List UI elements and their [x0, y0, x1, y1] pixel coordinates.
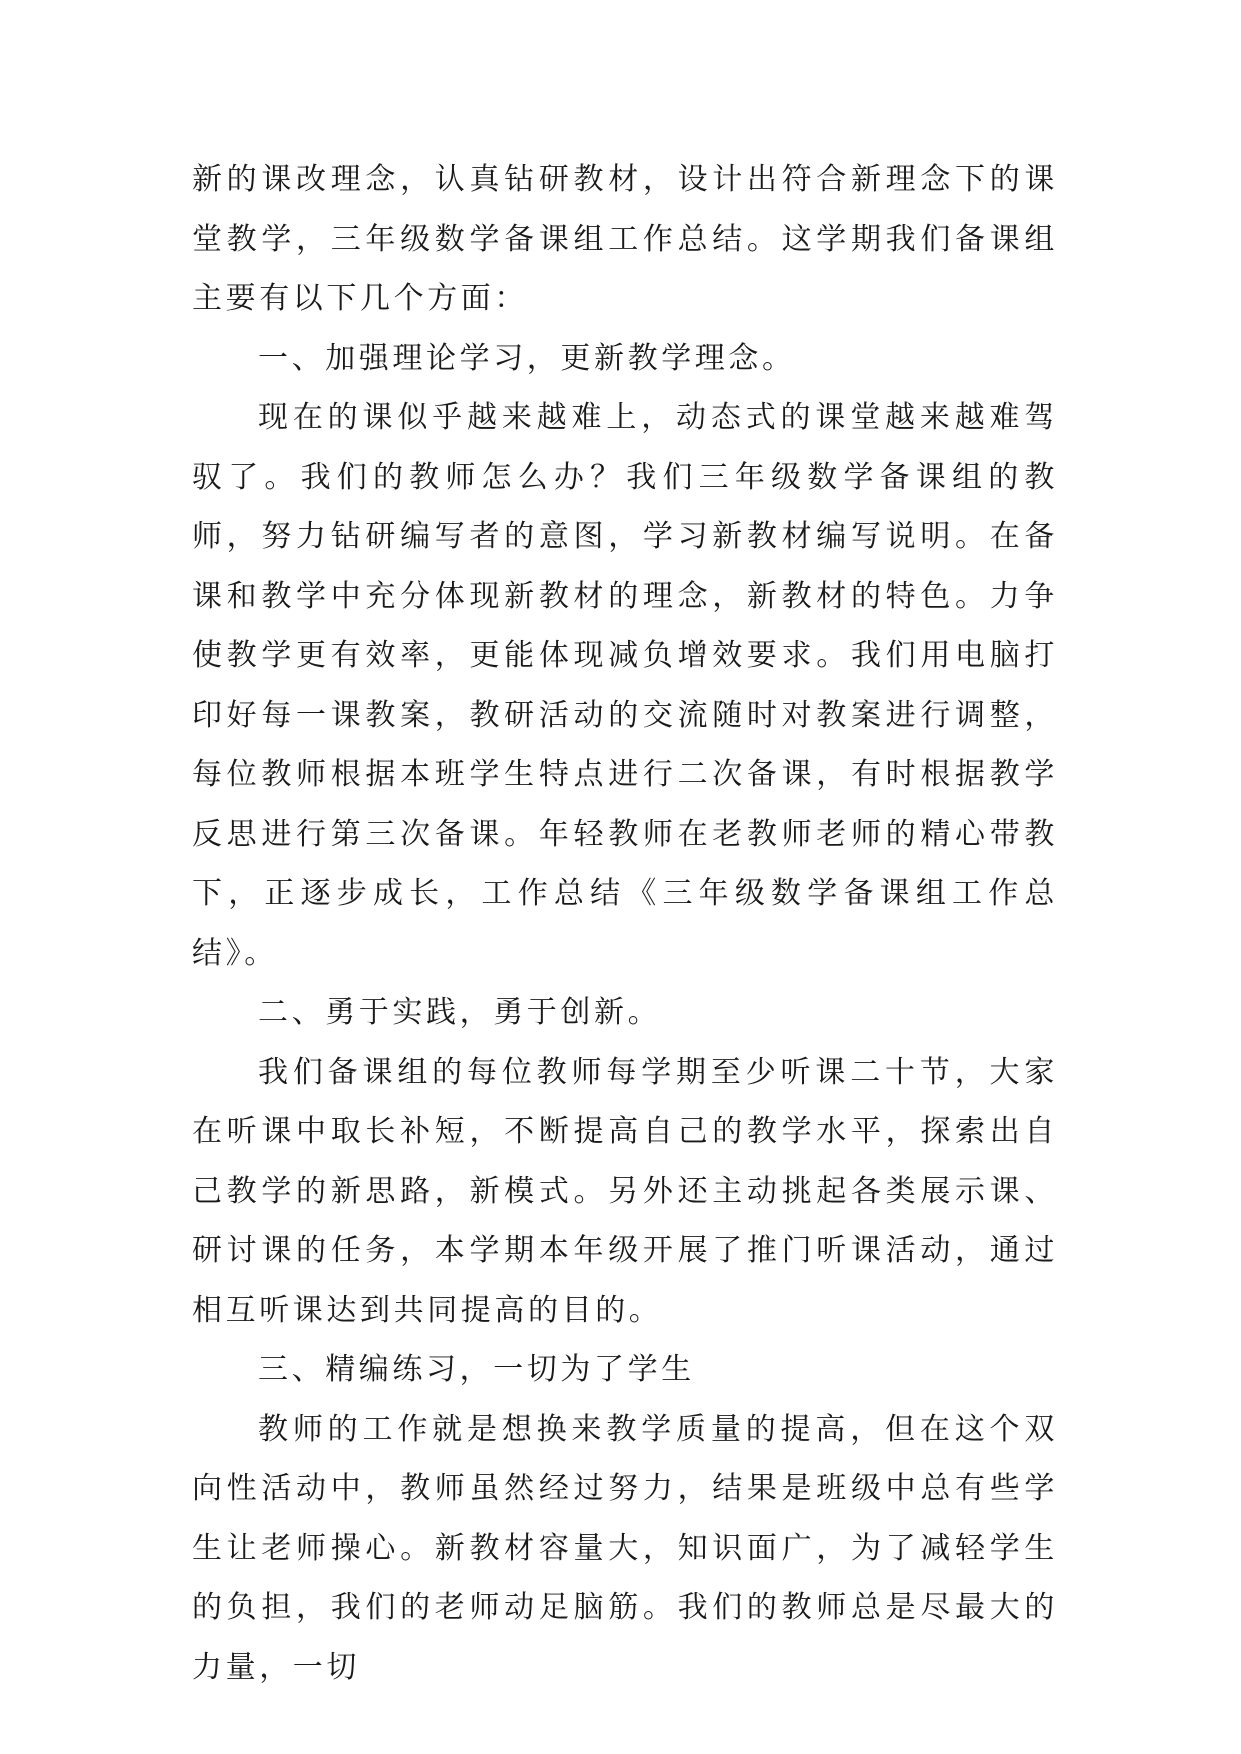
- document-body: [192, 150, 1058, 1697]
- paragraph-section-2: 我们备课组的每位教师每学期至少听课二十节，大家在听课中取长补短，不断提高自己的教学水平，探索出自己教学的新思路，新模式。另外还主动挑起各类展示课、研讨课的任务，本学期本年级开展了推门听课活动，通过相互听课达到共同提高的目的。: [192, 1054, 1058, 1328]
- section-heading-3: 三、精编练习，一切为了学生: [258, 1352, 695, 1387]
- paragraph-section-1: 现在的课似乎越来越难上，动态式的课堂越来越难驾驭了。我们的教师怎么办？我们三年级数学备课组的教师，努力钻研编写者的意图，学习新教材编写说明。在备课和教学中充分体现新教材的理念，新教材的特色。力争使教学更有效率，更能体现减负增效要求。我们用电脑打印好每一课教案，教研活动的交流随时对教案进行调整，每位教师根据本班学生特点进行二次备课，有时根据教学反思进行第三次备课。年轻教师在老教师老师的精心带教下，正逐步成长，工作总结《三年级数学备课组工作总结》。: [192, 400, 1058, 971]
- paragraph-section-3: 教师的工作就是想换来教学质量的提高，但在这个双向性活动中，教师虽然经过努力，结果是班级中总有些学生让老师操心。新教材容量大，知识面广，为了减轻学生的负担，我们的老师动足脑筋。我们的教师总是尽最大的力量，一切: [192, 1411, 1058, 1685]
- paragraph-intro-continued: 新的课改理念，认真钻研教材，设计出符合新理念下的课堂教学，三年级数学备课组工作总结。这学期我们备课组主要有以下几个方面：: [192, 162, 1058, 316]
- section-heading-1: 一、加强理论学习，更新教学理念。: [258, 340, 796, 376]
- section-heading-2: 二、勇于实践，勇于创新。: [258, 995, 662, 1030]
